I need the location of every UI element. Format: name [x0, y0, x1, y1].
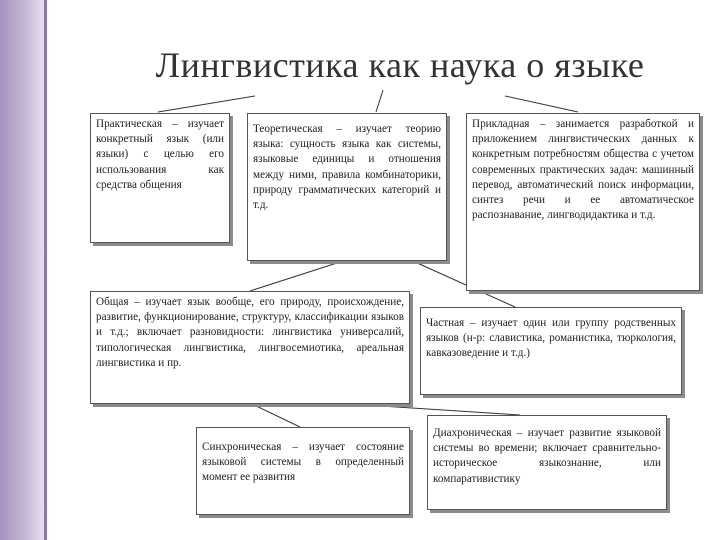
box-particular-linguistics: Частная – изучает один или группу родственных языков (н-р: славистика, романистика, тюркология, кавказоведение и т.д.) [420, 307, 682, 395]
box-applied-linguistics: Прикладная – занимается разработкой и приложением лингвистических данных к конкретным потребностям общества с учетом современных практических задач: машинный перевод, автоматический поиск информации, синтез речи и ее автоматическое распознавание, лингводидактика и т.д. [466, 113, 700, 291]
box-synchronic-linguistics: Синхроническая – изучает состояние языковой системы в определенный момент ее развития [196, 427, 410, 515]
box-general-linguistics: Общая – изучает язык вообще, его природу, происхождение, развитие, функционирование, структуру, классификации языков и т.д.; включает разновидности: лингвистика универсалий, типологическая лингвистика, лингвосемиотика, ареальная лингвистика и пр. [90, 291, 410, 404]
connector-general-synchronic [250, 403, 300, 427]
box-diachronic-linguistics: Диахроническая – изучает развитие языковой системы во времени; включает сравнительно-историческое языкознание, или компаративистику [427, 415, 667, 510]
connector-title-practical [158, 96, 255, 112]
connector-general-diachronic [335, 403, 520, 415]
connector-title-theoretical [376, 90, 383, 112]
box-practical-linguistics: Практическая – изучает конкретный язык (или языки) с целью его использования как средства общения [90, 113, 230, 243]
box-theoretical-linguistics: Теоретическая – изучает теорию языка: сущность языка как системы, языковые единицы и отношения между ними, правила комбинаторики, природу грамматических категорий и т.д. [247, 113, 447, 261]
connector-theoretical-general [250, 262, 340, 291]
page-title: Лингвистика как наука о языке [155, 45, 645, 85]
connector-title-applied [505, 96, 578, 112]
